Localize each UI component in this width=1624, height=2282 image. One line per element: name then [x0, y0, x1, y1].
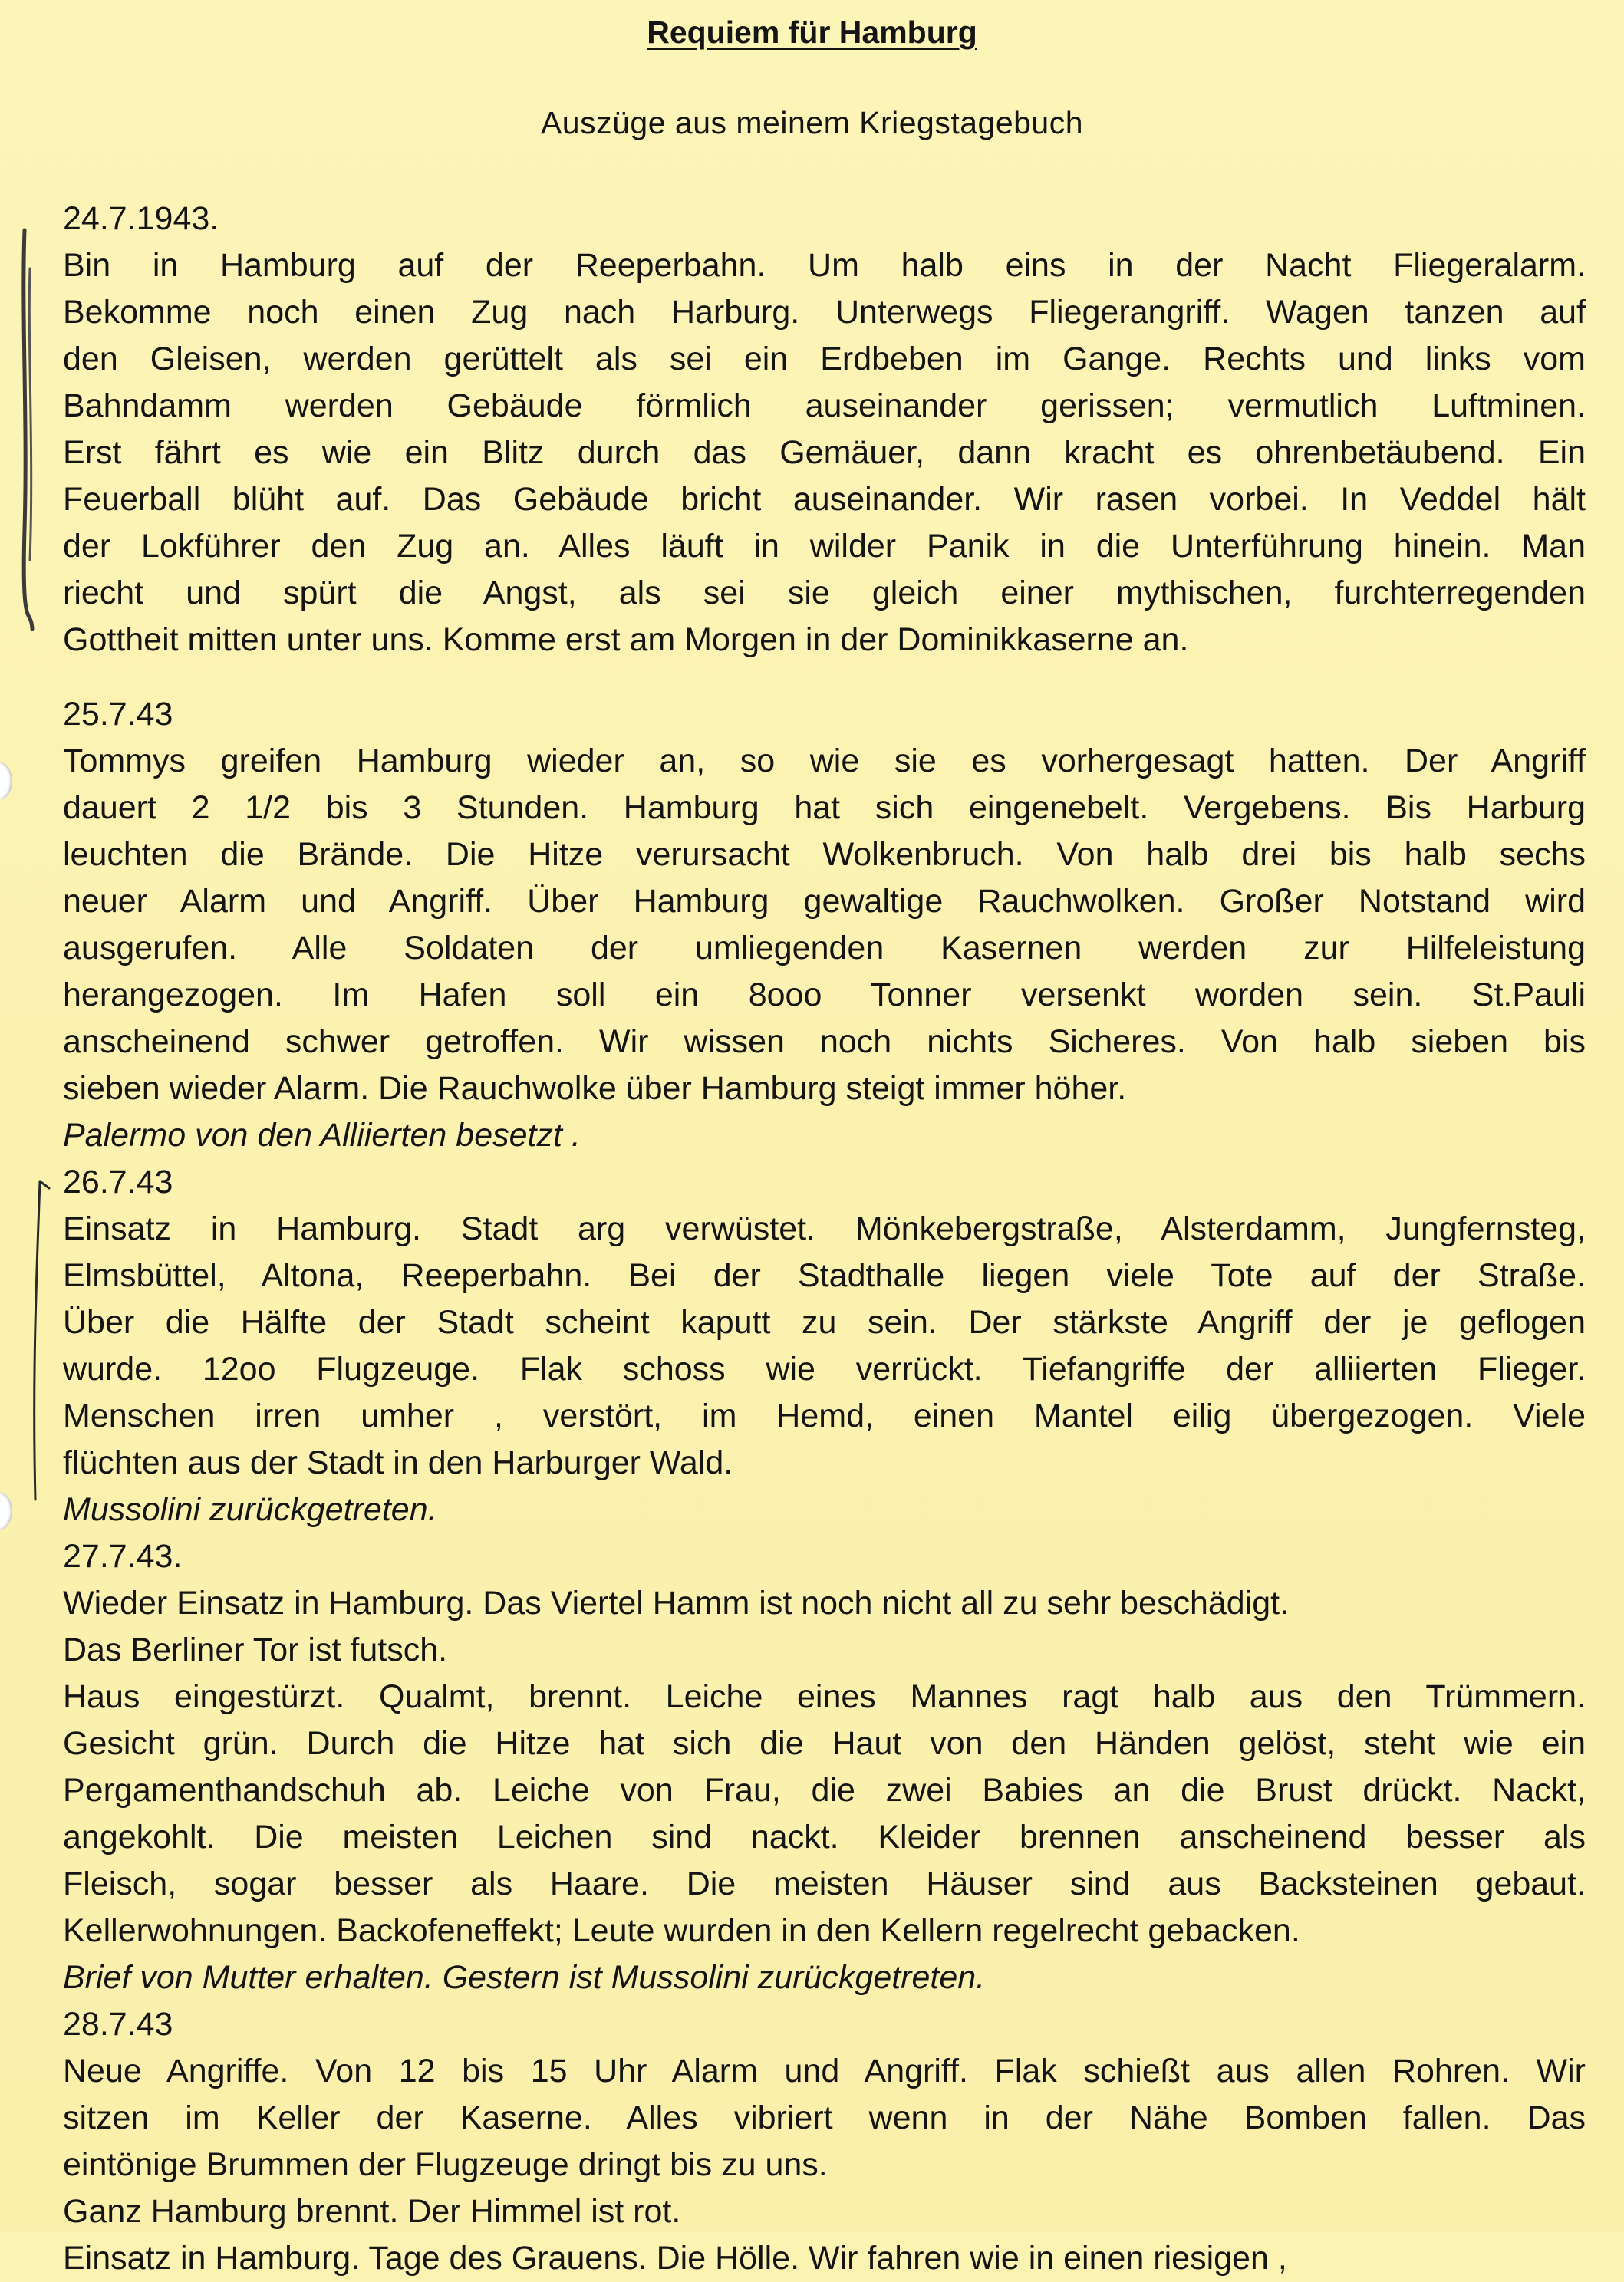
entry-line: Das Berliner Tor ist futsch.: [63, 1632, 448, 1668]
entry-date: 27.7.43.: [63, 1538, 183, 1575]
entry-line: Über die Hälfte der Stadt scheint kaputt zu sein. Der stärkste Angriff der je geflogen: [63, 1304, 1586, 1341]
entry-line: Bekomme noch einen Zug nach Harburg. Unterwegs Fliegerangriff. Wagen tanzen auf: [63, 294, 1586, 331]
diary-entry: [63, 1159, 1586, 1533]
entry-date: 25.7.43: [63, 696, 173, 733]
diary-entry: [63, 196, 1586, 664]
entry-line: herangezogen. Im Hafen soll ein 8ooo Tonner versenkt worden sein. St.Pauli: [63, 976, 1586, 1013]
entry-line: angekohlt. Die meisten Leichen sind nackt. Kleider brennen anscheinend besser als: [63, 1819, 1586, 1856]
entry-note: Mussolini zurückgetreten.: [63, 1491, 437, 1528]
entry-line: eintönige Brummen der Flugzeuge dringt bis zu uns.: [63, 2146, 828, 2183]
diary-entry: [63, 691, 1586, 1159]
entry-line: Pergamenthandschuh ab. Leiche von Frau, die zwei Babies an die Brust drückt. Nackt,: [63, 1772, 1586, 1809]
entry-line: Einsatz in Hamburg. Tage des Grauens. Die Hölle. Wir fahren wie in einen riesigen ,: [63, 2240, 1287, 2277]
entry-line: Bin in Hamburg auf der Reeperbahn. Um halb eins in der Nacht Fliegeralarm.: [63, 247, 1586, 284]
entry-date: 26.7.43: [63, 1164, 173, 1200]
entry-line: Feuerball blüht auf. Das Gebäude bricht auseinander. Wir rasen vorbei. In Veddel hält: [63, 481, 1586, 518]
entry-line: den Gleisen, werden gerüttelt als sei ein Erdbeben im Gange. Rechts und links vom: [63, 341, 1586, 377]
punch-hole-bottom: [0, 1493, 12, 1530]
pencil-margin-mark-2: [23, 1177, 54, 1507]
entry-line: der Lokführer den Zug an. Alles läuft in wilder Panik in die Unterführung hinein. Man: [63, 528, 1586, 565]
entry-line: Einsatz in Hamburg. Stadt arg verwüstet. Mönkebergstraße, Alsterdamm, Jungfernsteg,: [63, 1210, 1586, 1247]
entry-note: Brief von Mutter erhalten. Gestern ist Mussolini zurückgetreten.: [63, 1959, 986, 1996]
entry-line: Elmsbüttel, Altona, Reeperbahn. Bei der Stadthalle liegen viele Tote auf der Straße.: [63, 1257, 1586, 1294]
entry-line: Neue Angriffe. Von 12 bis 15 Uhr Alarm und Angriff. Flak schießt aus allen Rohren. Wir: [63, 2053, 1586, 2089]
entry-line: Erst fährt es wie ein Blitz durch das Gemäuer, dann kracht es ohrenbetäubend. Ein: [63, 434, 1586, 471]
document-title-text: Requiem für Hamburg: [647, 15, 977, 50]
entry-line: anscheinend schwer getroffen. Wir wissen noch nichts Sicheres. Von halb sieben bis: [63, 1023, 1586, 1060]
entry-date: 28.7.43: [63, 2006, 173, 2043]
entry-line: ausgerufen. Alle Soldaten der umliegenden Kasernen werden zur Hilfeleistung: [63, 930, 1586, 966]
entry-line: Fleisch, sogar besser als Haare. Die meisten Häuser sind aus Backsteinen gebaut.: [63, 1865, 1586, 1902]
entry-line: Tommys greifen Hamburg wieder an, so wie sie es vorhergesagt hatten. Der Angriff: [63, 743, 1586, 779]
entry-line: Kellerwohnungen. Backofeneffekt; Leute wurden in den Kellern regelrecht gebacken.: [63, 1912, 1300, 1949]
entry-line: riecht und spürt die Angst, als sei sie gleich einer mythischen, furchterregenden: [63, 575, 1586, 611]
document-subtitle: Auszüge aus meinem Kriegstagebuch: [540, 105, 1084, 140]
entry-line: Gottheit mitten unter uns. Komme erst am Morgen in der Dominikkaserne an.: [63, 621, 1189, 658]
entry-gap: [63, 664, 1586, 691]
entry-date: 24.7.1943.: [63, 200, 219, 237]
entry-line: neuer Alarm und Angriff. Über Hamburg gewaltige Rauchwolken. Großer Notstand wird: [63, 883, 1586, 920]
entry-line: flüchten aus der Stadt in den Harburger Wald.: [63, 1444, 733, 1481]
entry-line: wurde. 12oo Flugzeuge. Flak schoss wie verrückt. Tiefangriffe der alliierten Flieger.: [63, 1351, 1586, 1388]
punch-hole-top: [0, 762, 12, 799]
entry-line: Ganz Hamburg brennt. Der Himmel ist rot.: [63, 2193, 681, 2230]
document-title: [0, 11, 1624, 54]
entry-line: Bahndamm werden Gebäude förmlich auseinander gerissen; vermutlich Luftminen.: [63, 387, 1586, 424]
entry-line: sitzen im Keller der Kaserne. Alles vibriert wenn in der Nähe Bomben fallen. Das: [63, 2099, 1586, 2136]
entry-note: Palermo von den Alliierten besetzt .: [63, 1117, 581, 1154]
entry-line: sieben wieder Alarm. Die Rauchwolke über Hamburg steigt immer höher.: [63, 1070, 1127, 1107]
diary-entry: [63, 2001, 1586, 2282]
entry-line: Wieder Einsatz in Hamburg. Das Viertel Hamm ist noch nicht all zu sehr beschädigt.: [63, 1585, 1290, 1622]
entry-line: leuchten die Brände. Die Hitze verursacht Wolkenbruch. Von halb drei bis halb sechs: [63, 836, 1586, 873]
entry-line: Haus eingestürzt. Qualmt, brennt. Leiche eines Mannes ragt halb aus den Trümmern.: [63, 1678, 1586, 1715]
diary-entries: [63, 196, 1586, 2282]
diary-entry: [63, 1533, 1586, 2001]
entry-line: dauert 2 1/2 bis 3 Stunden. Hamburg hat sich eingenebelt. Vergebens. Bis Harburg: [63, 789, 1586, 826]
entry-line: Gesicht grün. Durch die Hitze hat sich die Haut von den Händen gelöst, steht wie ein: [63, 1725, 1586, 1762]
pencil-margin-mark-1: [11, 222, 41, 637]
entry-line: Menschen irren umher , verstört, im Hemd, einen Mantel eilig übergezogen. Viele: [63, 1398, 1586, 1434]
